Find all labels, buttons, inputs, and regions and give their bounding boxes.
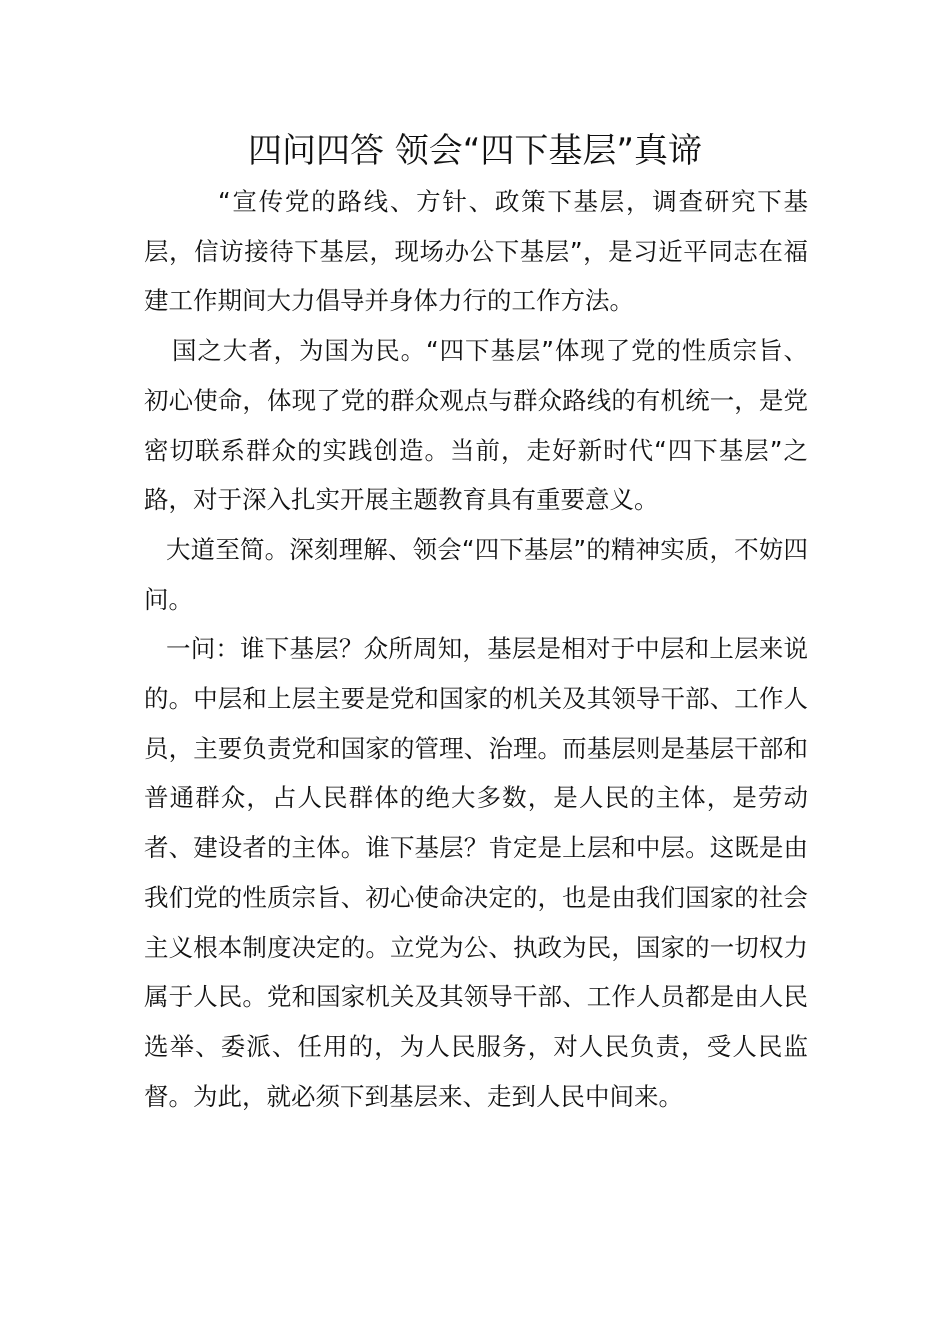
paragraph-significance: 国之大者，为国为民。“四下基层”体现了党的性质宗旨、初心使命，体现了党的群众观点与群众路线的有机统一，是党密切联系群众的实践创造。当前，走好新时代“四下基层”之路，对于深入扎实开展主题教育具有重要意义。 bbox=[144, 336, 808, 515]
paragraph-four-down-methods: “宣传党的路线、方针、政策下基层，调查研究下基层，信访接待下基层，现场办公下基层”，是习近平同志在福建工作期间大力倡导并身体力行的工作方法。 bbox=[144, 187, 808, 316]
document-body bbox=[144, 177, 808, 1121]
document-title: 四问四答 领会“四下基层”真谛 bbox=[247, 131, 703, 171]
paragraph-question-one: 一问：谁下基层？众所周知，基层是相对于中层和上层来说的。中层和上层主要是党和国家的机关及其领导干部、工作人员，主要负责党和国家的管理、治理。而基层则是基层干部和普通群众，占人民群体的绝大多数，是人民的主体，是劳动者、建设者的主体。谁下基层？肯定是上层和中层。这既是由我们党的性质宗旨、初心使命决定的，也是由我们国家的社会主义根本制度决定的。立党为公、执政为民，国家的一切权力属于人民。党和国家机关及其领导干部、工作人员都是由人民选举、委派、任用的，为人民服务，对人民负责，受人民监督。为此，就必须下到基层来、走到人民中间来。 bbox=[144, 634, 808, 1111]
paragraph-four-questions-intro: 大道至简。深刻理解、领会“四下基层”的精神实质，不妨四问。 bbox=[144, 534, 808, 614]
